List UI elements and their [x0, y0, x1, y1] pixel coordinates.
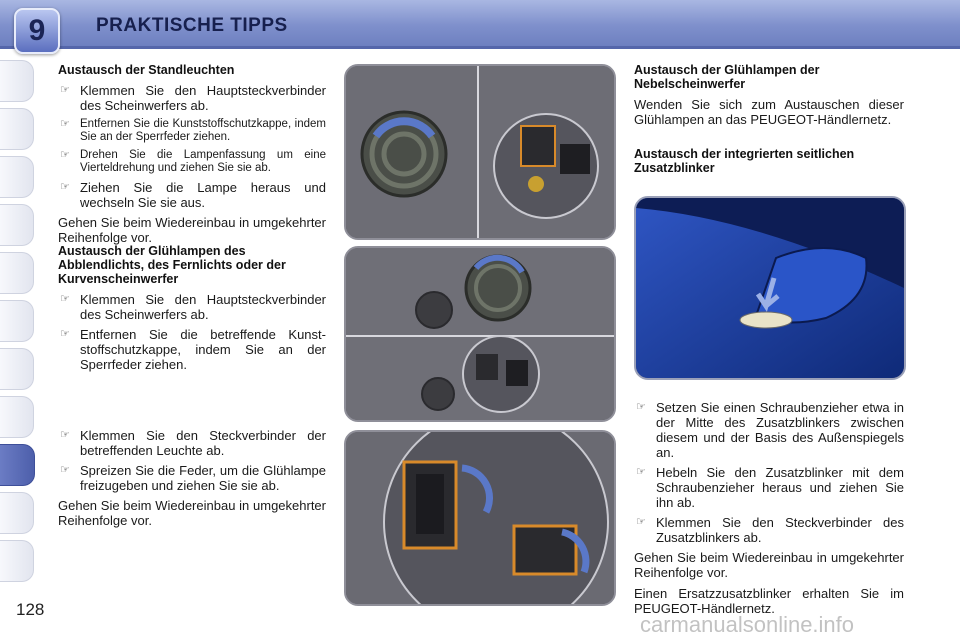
section-heading-nebelscheinwerfer: Austausch der Glühlampen der Nebelscheinwerfer — [634, 63, 820, 91]
chapter-tab-7[interactable] — [0, 348, 34, 390]
left-column-top — [58, 63, 326, 251]
chapter-tab-2[interactable] — [0, 108, 34, 150]
chapter-tab-9-active[interactable] — [0, 444, 35, 486]
chapter-tab-11[interactable] — [0, 540, 34, 582]
section-heading-zusatzblinker: Austausch der integrierten seitlichen Zusatzblinker — [634, 147, 855, 175]
list-item: ☞ Drehen Sie die Lampenfassung um eine Vierteldrehung und ziehen Sie sie ab. — [60, 149, 326, 174]
closing-text: Gehen Sie beim Wiedereinbau in umgekehrter Reihenfolge vor. — [58, 498, 326, 528]
pointing-hand-icon: ☞ — [60, 293, 70, 305]
list-item: ☞ Entfernen Sie die betreffende Kunststoffschutzkappe, indem Sie an der Sperrfeder ziehen. — [60, 327, 326, 372]
chapter-tabs — [0, 60, 34, 588]
bulb-spring-illustration — [346, 432, 614, 604]
list-item: ☞ Klemmen Sie den Hauptsteckverbinder des Scheinwerfers ab. — [60, 83, 326, 113]
chapter-tab-3[interactable] — [0, 156, 34, 198]
pointing-hand-icon: ☞ — [60, 429, 70, 441]
bulb-spring-photo — [344, 430, 616, 606]
page-number: 128 — [16, 600, 45, 619]
right-column-bottom — [634, 400, 904, 622]
chapter-tab-8[interactable] — [0, 396, 34, 438]
closing-text: Gehen Sie beim Wiedereinbau in umgekehrter Reihenfolge vor. — [58, 215, 326, 245]
pointing-hand-icon: ☞ — [60, 118, 70, 130]
pointing-hand-icon: ☞ — [60, 181, 70, 193]
page-title: PRAKTISCHE TIPPS — [96, 15, 288, 36]
chapter-tab-1[interactable] — [0, 60, 34, 102]
headlamp-bulbs-photo — [344, 246, 616, 422]
list-item: ☞ Ziehen Sie die Lampe heraus und wechseln Sie sie aus. — [60, 180, 326, 210]
chapter-badge: 9 — [14, 8, 60, 54]
list-item: ☞ Entfernen Sie die Kunststoffschutzkappe, indem Sie an der Sperrfeder ziehen. — [60, 118, 326, 143]
list-item: ☞ Hebeln Sie den Zusatzblinker mit dem Schraubenzieher heraus und ziehen Sie ihn ab. — [636, 465, 904, 510]
headlamp-rear-photo — [344, 64, 616, 240]
pointing-hand-icon: ☞ — [636, 466, 646, 478]
watermark: carmanualsonline.info — [640, 612, 855, 637]
right-column-top — [634, 63, 904, 181]
chapter-tab-6[interactable] — [0, 300, 34, 342]
left-column-bottom — [58, 428, 326, 534]
section-heading-standleuchten: Austausch der Standleuchten — [58, 63, 235, 77]
side-mirror-illustration — [636, 198, 904, 378]
list-item: ☞ Setzen Sie einen Schraubenzieher etwa in der Mitte des Zusatzblinkers zwischen diesem und der Basis des Außenspiegels an. — [636, 400, 904, 460]
header-underline — [0, 46, 960, 49]
pointing-hand-icon: ☞ — [60, 84, 70, 96]
chapter-tab-4[interactable] — [0, 204, 34, 246]
side-mirror-photo — [634, 196, 906, 380]
pointing-hand-icon: ☞ — [636, 401, 646, 413]
closing-text: Einen Ersatzzusatzblinker erhalten Sie im PEUGEOT-Händlernetz. — [634, 586, 904, 616]
headlamp-rear-illustration — [346, 66, 614, 238]
closing-text: Gehen Sie beim Wiedereinbau in umgekehrter Reihenfolge vor. — [634, 550, 904, 580]
pointing-hand-icon: ☞ — [60, 149, 70, 161]
list-item: ☞ Klemmen Sie den Steckverbinder des Zusatzblinkers ab. — [636, 515, 904, 545]
pointing-hand-icon: ☞ — [60, 328, 70, 340]
pointing-hand-icon: ☞ — [60, 464, 70, 476]
headlamp-bulbs-illustration — [346, 248, 614, 420]
chapter-tab-10[interactable] — [0, 492, 34, 534]
section-heading-abblendlicht: Austausch der Glühlampen des Abblendlichts, des Fernlichts oder der Kurvenscheinwerfer — [58, 244, 286, 286]
pointing-hand-icon: ☞ — [636, 516, 646, 528]
list-item: ☞ Spreizen Sie die Feder, um die Glühlampe freizugeben und ziehen Sie sie ab. — [60, 463, 326, 493]
list-item: ☞ Klemmen Sie den Hauptsteckverbinder des Scheinwerfers ab. — [60, 292, 326, 322]
chapter-tab-5[interactable] — [0, 252, 34, 294]
body-text: Wenden Sie sich zum Austauschen dieser Glühlampen an das PEUGEOT-Händlernetz. — [634, 97, 904, 127]
left-column-middle — [58, 244, 326, 377]
list-item: ☞ Klemmen Sie den Steckverbinder der betreffenden Leuchte ab. — [60, 428, 326, 458]
